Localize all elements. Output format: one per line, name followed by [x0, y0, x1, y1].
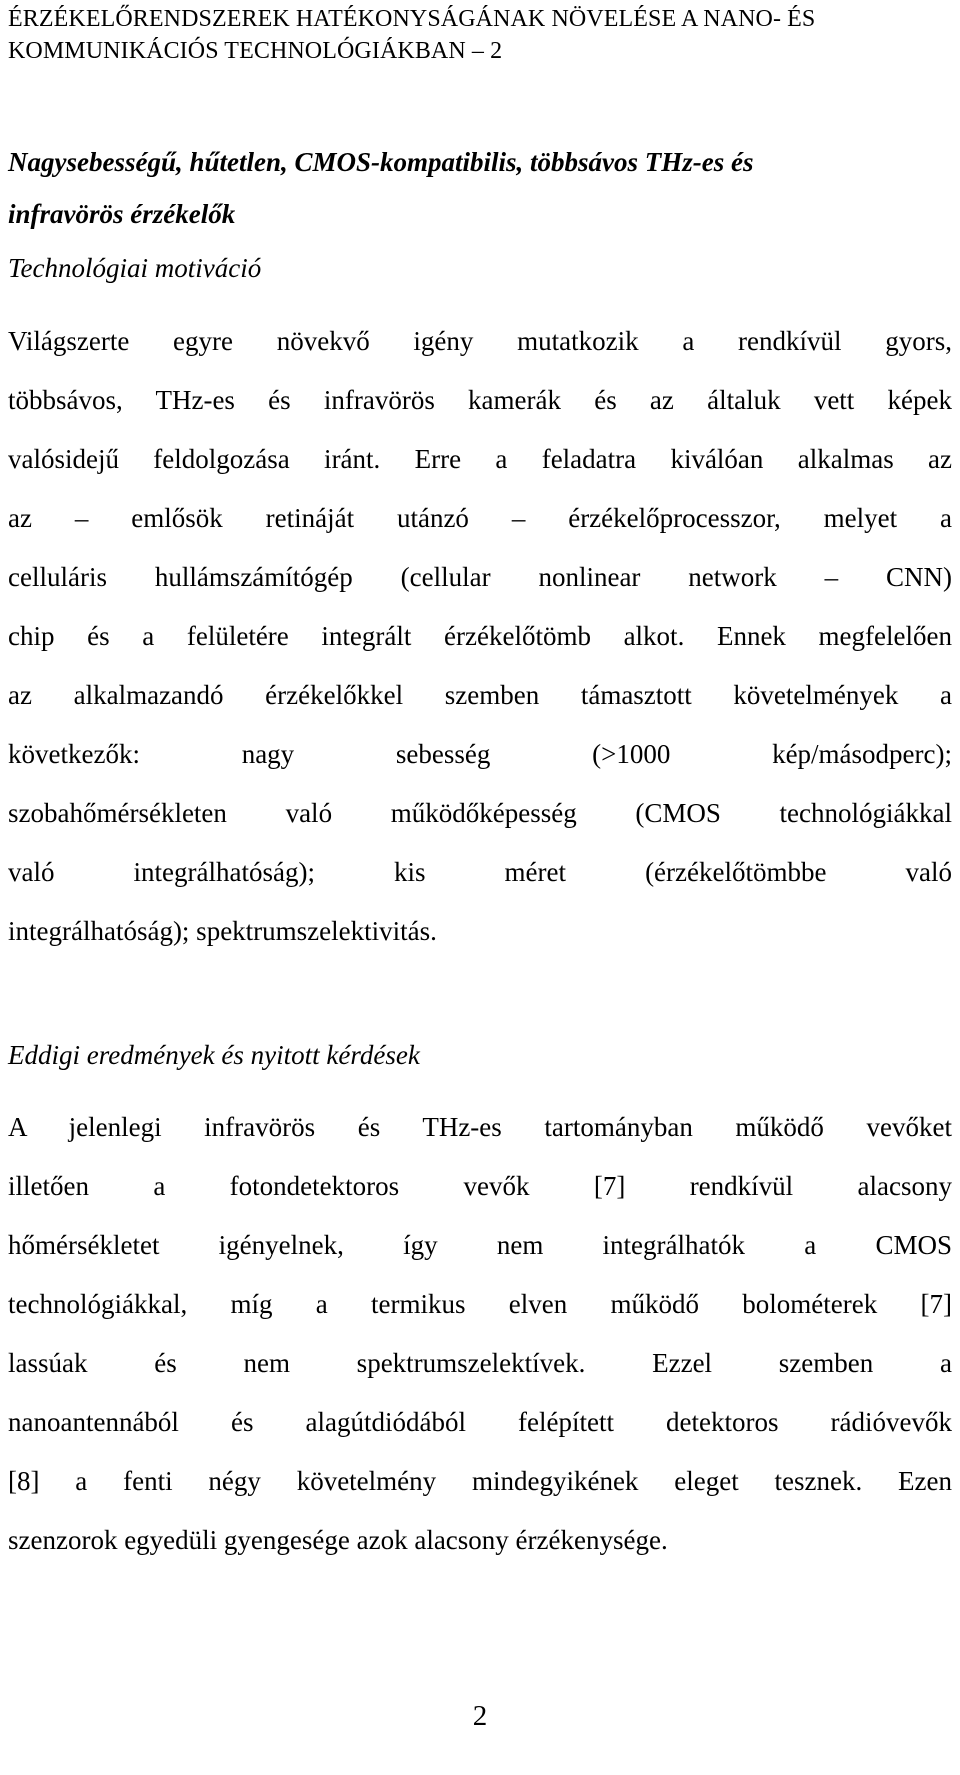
header-line-2: KOMMUNIKÁCIÓS TECHNOLÓGIÁKBAN – 2: [8, 38, 503, 64]
running-header: [8, 3, 952, 67]
paragraph-line: való integrálhatóság); kis méret (érzékelőtömbbe való: [8, 857, 952, 887]
page-number: 2: [472, 1700, 488, 1732]
paragraph-motivation: [8, 312, 952, 961]
paragraph-line: nanoantennából és alagútdiódából felépített detektoros rádióvevők: [8, 1407, 952, 1437]
header-line-1: ÉRZÉKELŐRENDSZEREK HATÉKONYSÁGÁNAK NÖVELÉSE A NANO- ÉS: [8, 6, 816, 32]
paragraph-line: integrálhatóság); spektrumszelektivitás.: [8, 916, 437, 946]
paragraph-results: [8, 1098, 952, 1570]
paragraph-line: technológiákkal, míg a termikus elven működő bolométerek [7]: [8, 1289, 952, 1319]
section-heading-motivation: Technológiai motiváció: [8, 253, 262, 283]
paragraph-line: celluláris hullámszámítógép (cellular nonlinear network – CNN): [8, 562, 952, 592]
paragraph-line: Világszerte egyre növekvő igény mutatkozik a rendkívül gyors,: [8, 326, 952, 356]
title-line-1: Nagysebességű, hűtetlen, CMOS-kompatibilis, többsávos THz-es és: [8, 147, 754, 177]
paragraph-line: hőmérsékletet igényelnek, így nem integrálhatók a CMOS: [8, 1230, 952, 1260]
paragraph-line: többsávos, THz-es és infravörös kamerák és az általuk vett képek: [8, 385, 952, 415]
paragraph-line: szenzorok egyedüli gyengesége azok alacsony érzékenysége.: [8, 1525, 668, 1555]
paragraph-line: A jelenlegi infravörös és THz-es tartományban működő vevőket: [8, 1112, 952, 1142]
paragraph-line: lassúak és nem spektrumszelektívek. Ezzel szemben a: [8, 1348, 952, 1378]
paragraph-line: az – emlősök retináját utánzó – érzékelőprocesszor, melyet a: [8, 503, 952, 533]
paragraph-line: következők: nagy sebesség (>1000 kép/másodperc);: [8, 739, 952, 769]
title-line-2: infravörös érzékelők: [8, 199, 236, 229]
paragraph-line: szobahőmérsékleten való működőképesség (CMOS technológiákkal: [8, 798, 952, 828]
paragraph-line: illetően a fotondetektoros vevők [7] rendkívül alacsony: [8, 1171, 952, 1201]
section-heading-results: Eddigi eredmények és nyitott kérdések: [8, 1040, 420, 1070]
paragraph-line: [8] a fenti négy követelmény mindegyikének eleget tesznek. Ezen: [8, 1466, 952, 1496]
paragraph-line: az alkalmazandó érzékelőkkel szemben támasztott követelmények a: [8, 680, 952, 710]
article-title: [8, 140, 952, 244]
paragraph-line: valósidejű feldolgozása iránt. Erre a feladatra kiválóan alkalmas az: [8, 444, 952, 474]
paragraph-line: chip és a felületére integrált érzékelőtömb alkot. Ennek megfelelően: [8, 621, 952, 651]
